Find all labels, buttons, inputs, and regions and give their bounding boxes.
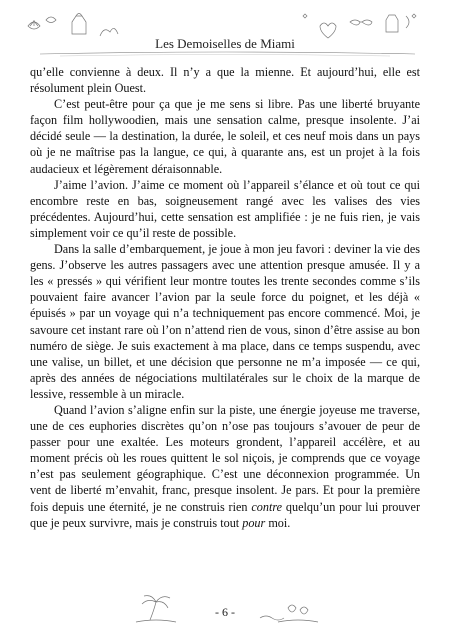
paragraph: C’est peut-être pour ça que je me sens si libre. Pas une liberté bruyante façon film hollywoodien, mais une sensation calme, presque insolente. J’ai décidé seule — la destination, la durée, le soleil, et ces neuf mois dans un pays où je ne maîtrise pas la langue, ce qui, à quarante ans, est un projet à la fois audacieux et légèrement déraisonnable. [30,97,420,176]
heart-sunglasses-doodle-icon [303,14,416,38]
page-footer [110,590,340,630]
running-header [20,6,430,58]
paragraph: qu’elle convienne à deux. Il n’y a que la mienne. Et aujourd’hui, elle est résolument plein Ouest. [30,65,420,96]
body-text [30,64,420,531]
book-title: Les Demoiselles de Miami [155,36,295,51]
page-number: - 6 - [215,605,235,619]
paragraph: Dans la salle d’embarquement, je joue à mon jeu favori : deviner la vie des gens. J’observe les autres passagers avec une attention presque amusée. Il y a les « pressés » qui vérifient leur montre toutes les trente secondes comme s’ils pouvaient faire avancer l’avion par la seule force du poignet, et les déjà « épuisés » par un voyage qui n’a techniquement pas encore commencé. Moi, je savoure cet instant rare où l’on n’attend rien de vous, sinon d’être assise au bon numéro de siège. Je suis exactement à ma place, dans ce temps suspendu, avec une valise, un billet, et une décision que personne ne m’a imposée — ce qui, après des années de négociations multilatérales sur le choix de la marque de lessive, ressemble à un miracle. [30,242,420,401]
shell-doodle-icon [28,14,118,37]
paragraph: Quand l’avion s’aligne enfin sur la piste, une énergie joyeuse me traverse, une de ces euphories discrètes qu’on n’ose pas toujours s’avouer de peur de passer pour une exaltée. Les moteurs grondent, l’appareil accélère, et au moment précis où les roues quittent le sol niçois, je comprends que ce voyage n’est pas seulement géographique. C’est une déconnexion programmée. Un vent de liberté m’envahit, franc, presque insolent. Je pars. Et pour la première fois depuis une éternité, je ne construis rien contre quelqu’un pour lui prouver que je peux survivre, mais je construis tout pour moi. [30,402,420,530]
paragraph: J’aime l’avion. J’aime ce moment où l’appareil s’élance et où tout ce qui encombre reste en bas, soigneusement rangé avec les valises des vies précédentes. Aujourd’hui, cette sensation est amplifiée : je ne fuis rien, je vais simplement voir ce qu’il reste de possible. [30,177,420,240]
